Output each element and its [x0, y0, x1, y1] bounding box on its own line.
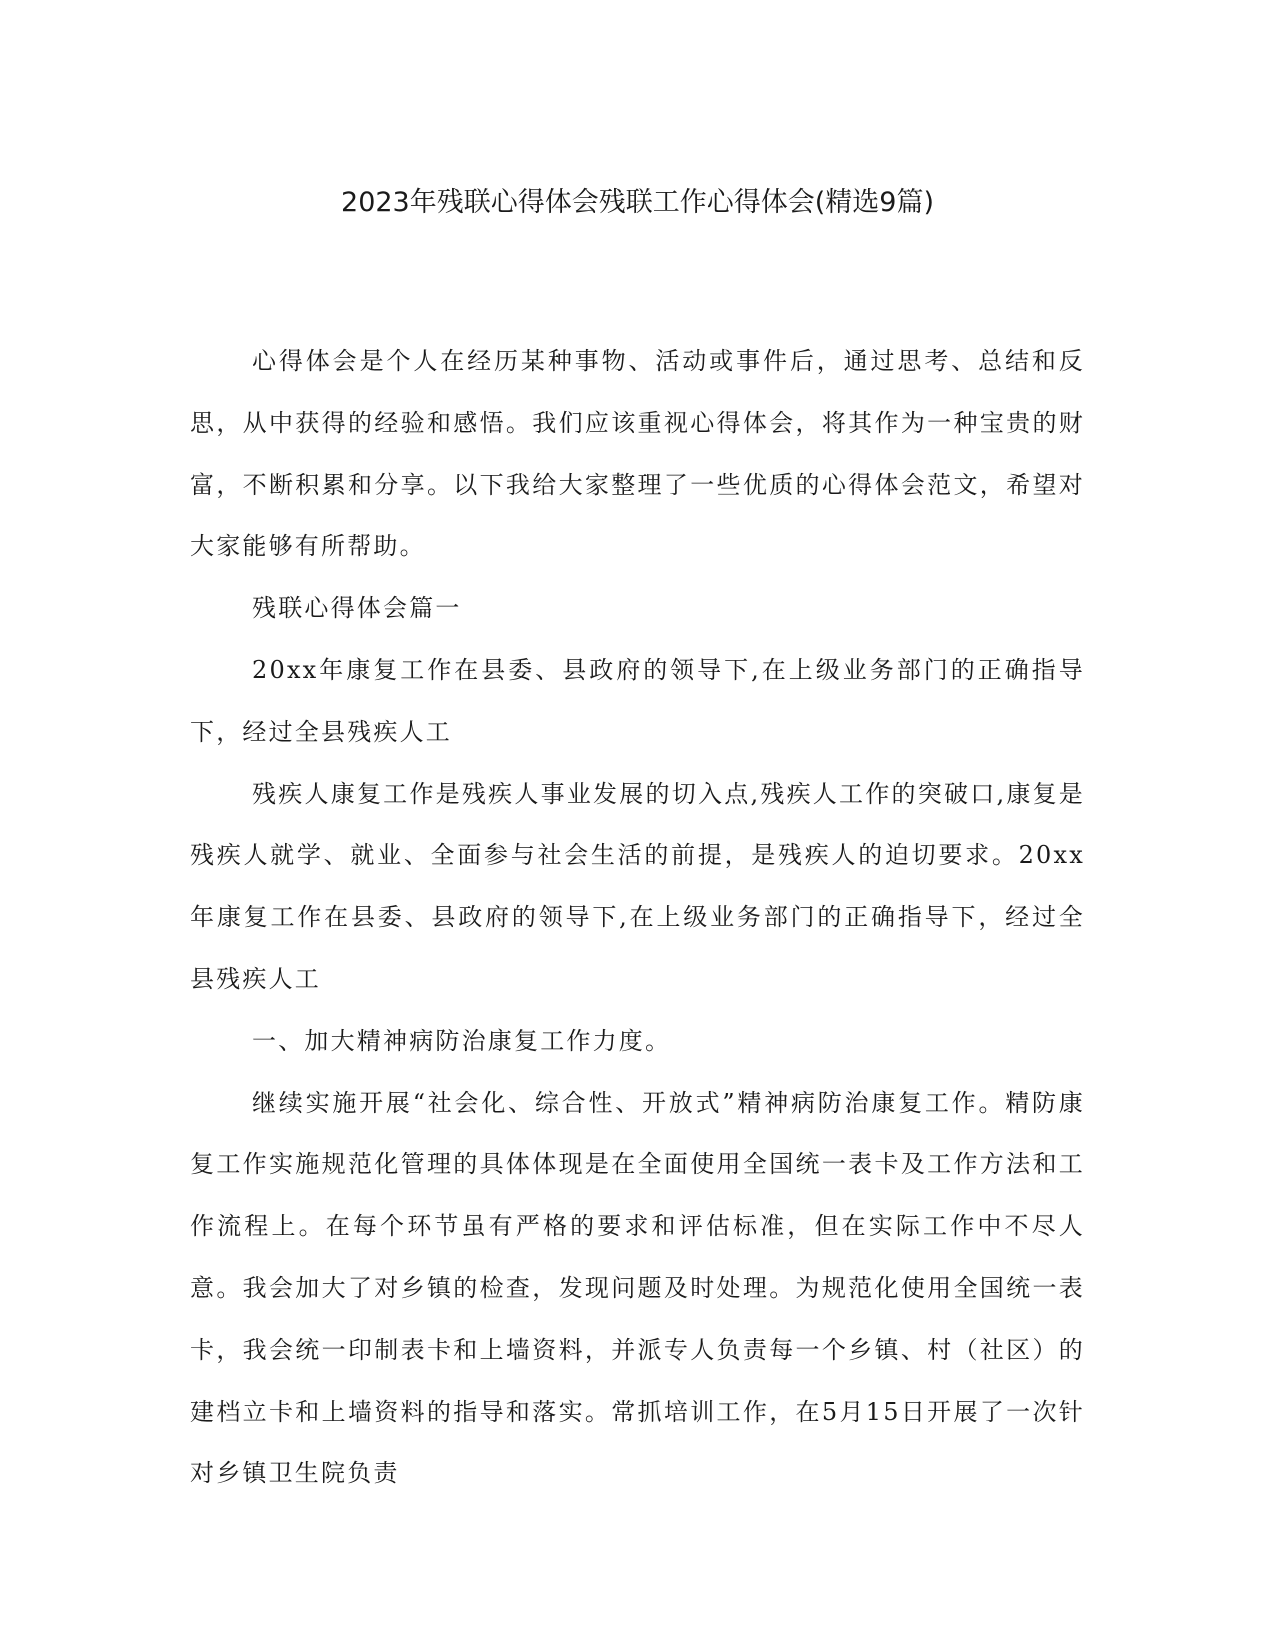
body-paragraph: 继续实施开展“社会化、综合性、开放式”精神病防治康复工作。精防康复工作实施规范化管理的具体体现是在全面使用全国统一表卡及工作方法和工作流程上。在每个环节虽有严格的要求和评估标准，但在实际工作中不尽人意。我会加大了对乡镇的检查，发现问题及时处理。为规范化使用全国统一表卡，我会统一印制表卡和上墙资料，并派专人负责每一个乡镇、村（社区）的建档立卡和上墙资料的指导和落实。常抓培训工作，在5月15日开展了一次针对乡镇卫生院负责	[190, 1088, 1085, 1488]
body-paragraph: 20xx年康复工作在县委、县政府的领导下,在上级业务部门的正确指导下，经过全县残疾人工	[190, 655, 1085, 746]
body-paragraph: 残疾人康复工作是残疾人事业发展的切入点,残疾人工作的突破口,康复是残疾人就学、就业、全面参与社会生活的前提，是残疾人的迫切要求。20xx年康复工作在县委、县政府的领导下,在上级业务部门的正确指导下，经过全县残疾人工	[190, 779, 1085, 993]
intro-paragraph: 心得体会是个人在经历某种事物、活动或事件后，通过思考、总结和反思，从中获得的经验和感悟。我们应该重视心得体会，将其作为一种宝贵的财富，不断积累和分享。以下我给大家整理了一些优质的心得体会范文，希望对大家能够有所帮助。	[190, 347, 1085, 561]
document-title: 2023年残联心得体会残联工作心得体会(精选9篇)	[341, 187, 934, 218]
section-heading-part-one: 残联心得体会篇一	[252, 594, 462, 623]
subsection-heading: 一、加大精神病防治康复工作力度。	[252, 1026, 672, 1055]
document-body	[190, 331, 1085, 1505]
